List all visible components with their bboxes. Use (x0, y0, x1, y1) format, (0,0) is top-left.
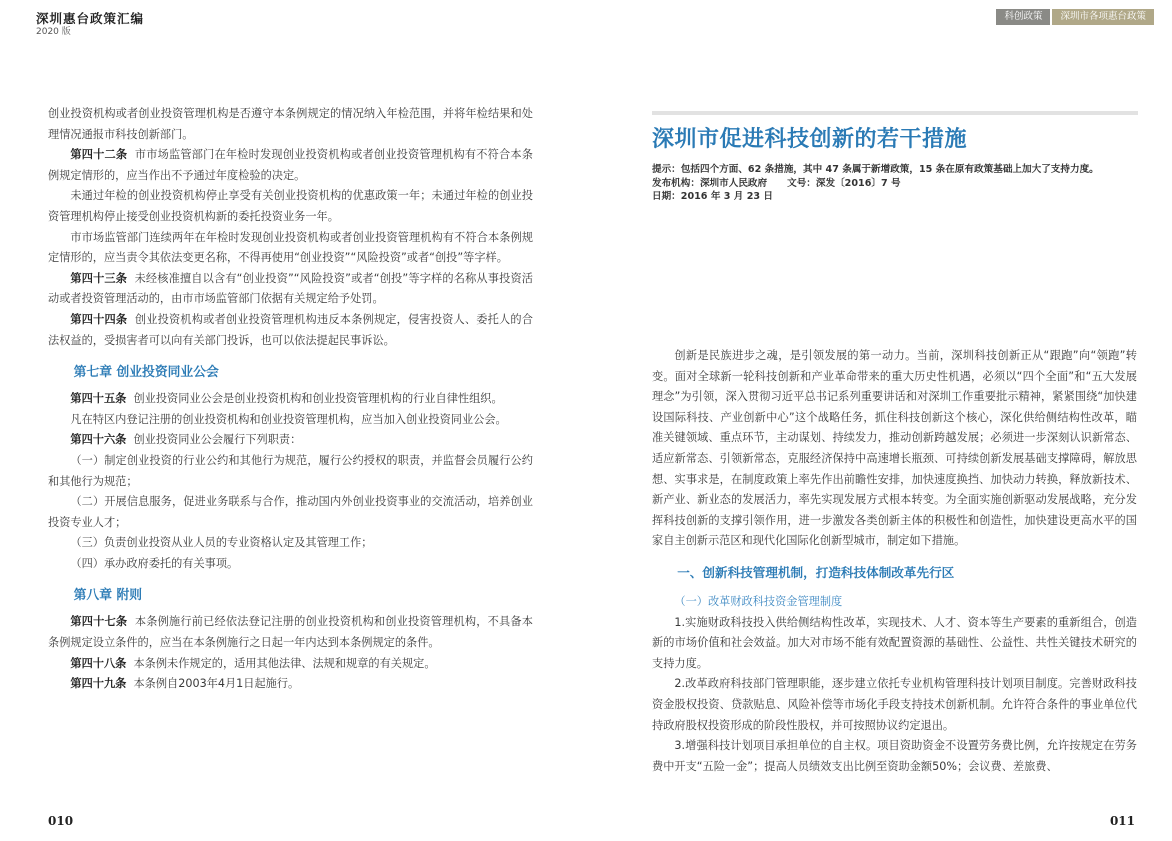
measure-2: 2.改革政府科技部门管理职能，逐步建立依托专业机构管理科技计划项目制度。完善财政科技资金股权投资、贷款贴息、风险补偿等市场化手段支持技术创新机制。允许符合条件的事业单位代持政府股权投资形成的阶段性股权，并可按照协议约定退出。 (652, 677, 1137, 732)
article-label: 第四十九条 (70, 677, 127, 691)
article-label: 第四十三条 (70, 271, 128, 285)
date: 2016 年 3 月 23 日 (680, 191, 773, 203)
docno-label: 文号： (787, 177, 816, 189)
article-label: 第四十六条 (70, 433, 127, 447)
document-meta (652, 163, 1152, 204)
article-label: 第四十五条 (70, 392, 127, 406)
chapter-8-title: 第八章 附则 (73, 588, 143, 604)
list-item: （一）制定创业投资的行业公约和其他行为规范，履行公约授权的职责，并监督会员履行公约和其他行为规范； (48, 453, 533, 488)
date-line (652, 190, 1152, 204)
article-42 (48, 145, 533, 186)
article-text: 创业投资同业公会履行下列职责： (133, 433, 302, 447)
article-text: 本条例自2003年4月1日起施行。 (133, 677, 300, 691)
article-label: 第四十七条 (70, 615, 128, 629)
article-45 (48, 389, 533, 410)
article-label: 第四十二条 (70, 148, 128, 162)
section-tab: 深圳市各项惠台政策 (1052, 9, 1154, 25)
article-46 (48, 430, 533, 451)
intro-paragraph: 创新是民族进步之魂，是引领发展的第一动力。当前，深圳科技创新正从“跟跑”向“领跑”转变。面对全球新一轮科技创新和产业革命带来的重大历史性机遇，必须以“四个全面”和“五大发展理念”为引领，深入贯彻习近平总书记系列重要讲话和对深圳工作重要批示精神，紧紧围绕“加快建设国际科技、产业创新中心”这个战略任务，抓住科技创新这个核心，深化供给侧结构性改革，瞄准关键领域、重点环节，主动谋划、持续发力，推动创新跨越发展；必须进一步深刻认识新常态、适应新常态、引领新常态，克服经济保持中高速增长瓶颈、可持续创新发展基础支撑障碍，解放思想、实事求是，在制度政策上率先作出前瞻性安排，加快速度换挡、加快动力转换，释放新技术、新产业、新业态的发展活力，率先实现发展方式根本转变。为全面实施创新驱动发展战略，充分发挥科技创新的支撑引领作用，进一步激发各类创新主体的积极性和创造性，加快建设更高水平的国家自主创新示范区和现代化国际化创新型城市，制定如下措施。 (652, 349, 1137, 548)
page-number: 011 (1109, 814, 1135, 828)
list-item: （四）承办政府委托的有关事项。 (70, 556, 239, 570)
section-1-title: 一、创新科技管理机制，打造科技体制改革先行区 (677, 564, 955, 580)
article-text: 未经核准擅自以含有“创业投资”“风险投资”或者“创投”等字样的名称从事投资活动或者投资管理活动的，由市市场监管部门依据有关规定给予处罚。 (48, 271, 533, 306)
paragraph: 创业投资机构或者创业投资管理机构是否遵守本条例规定的情况纳入年检范围，并将年检结果和处理情况通报市科技创新部门。 (48, 107, 533, 141)
book-title: 深圳惠台政策汇编 (36, 11, 145, 26)
article-47 (48, 612, 533, 653)
category-tab: 科创政策 (996, 9, 1050, 25)
title-rule (652, 111, 1138, 115)
subsection-1-title: （一）改革财政科技资金管理制度 (674, 594, 843, 608)
issuer-line (652, 177, 1152, 191)
page-number: 010 (48, 814, 74, 828)
article-44 (48, 310, 533, 351)
left-body (48, 104, 533, 695)
measure-1: 1.实施财政科技投入供给侧结构性改革，实现技术、人才、资本等生产要素的重新组合，创造新的市场价值和社会效益。加大对市场不能有效配置资源的基础性、公益性、共性关键技术研究的支持力度。 (652, 615, 1137, 670)
article-text: 本条例施行前已经依法登记注册的创业投资机构和创业投资管理机构，不具备本条例规定设立条件的，应当在本条例施行之日起一年内达到本条例规定的条件。 (48, 615, 533, 650)
document-title: 深圳市促进科技创新的若干措施 (652, 127, 968, 152)
book-year: 2020 版 (36, 27, 71, 37)
issuer: 深圳市人民政府 (699, 177, 768, 189)
article-43 (48, 269, 533, 310)
paragraph: 未通过年检的创业投资机构停止享受有关创业投资机构的优惠政策一年；未通过年检的创业投资管理机构停止接受创业投资机构新的委托投资业务一年。 (48, 189, 533, 223)
article-label: 第四十八条 (70, 656, 127, 670)
article-text: 市市场监管部门在年检时发现创业投资机构或者创业投资管理机构有不符合本条例规定情形的，应当作出不予通过年度检验的决定。 (48, 148, 533, 182)
hint-line: 提示：包括四个方面、62 条措施，其中 47 条属于新增政策，15 条在原有政策基础上加大了支持力度。 (652, 164, 1099, 175)
list-item: （三）负责创业投资从业人员的专业资格认定及其管理工作； (70, 536, 373, 550)
issuer-label: 发布机构： (652, 177, 700, 189)
measure-3: 3.增强科技计划项目承担单位的自主权。项目资助资金不设置劳务费比例，允许按规定在劳务费中开支“五险一金”；提高人员绩效支出比例至资助金额50%；会议费、差旅费、 (652, 739, 1137, 773)
article-text: 创业投资机构或者创业投资管理机构违反本条例规定，侵害投资人、委托人的合法权益的，受损害者可以向有关部门投诉，也可以依法提起民事诉讼。 (48, 312, 533, 347)
article-49 (48, 674, 533, 695)
list-item: （二）开展信息服务，促进业务联系与合作，推动国内外创业投资事业的交流活动，培养创业投资专业人才； (48, 495, 533, 529)
article-text: 本条例未作规定的，适用其他法律、法规和规章的有关规定。 (133, 656, 436, 670)
right-body (652, 346, 1137, 777)
date-label: 日期： (652, 191, 681, 203)
article-48 (48, 654, 533, 675)
chapter-7-title: 第七章 创业投资同业公会 (73, 365, 219, 381)
header-tabs (996, 9, 1154, 25)
right-page (586, 0, 1172, 841)
paragraph: 市市场监管部门连续两年在年检时发现创业投资机构或者创业投资管理机构有不符合本条例规定情形的，应当责令其依法变更名称，不得再使用“创业投资”“风险投资”或者“创投”等字样。 (48, 230, 533, 265)
article-label: 第四十四条 (70, 312, 128, 326)
article-text: 创业投资同业公会是创业投资机构和创业投资管理机构的行业自律性组织。 (133, 392, 503, 406)
docno: 深发〔2016〕7 号 (815, 177, 901, 189)
paragraph: 凡在特区内登记注册的创业投资机构和创业投资管理机构，应当加入创业投资同业公会。 (70, 412, 507, 426)
